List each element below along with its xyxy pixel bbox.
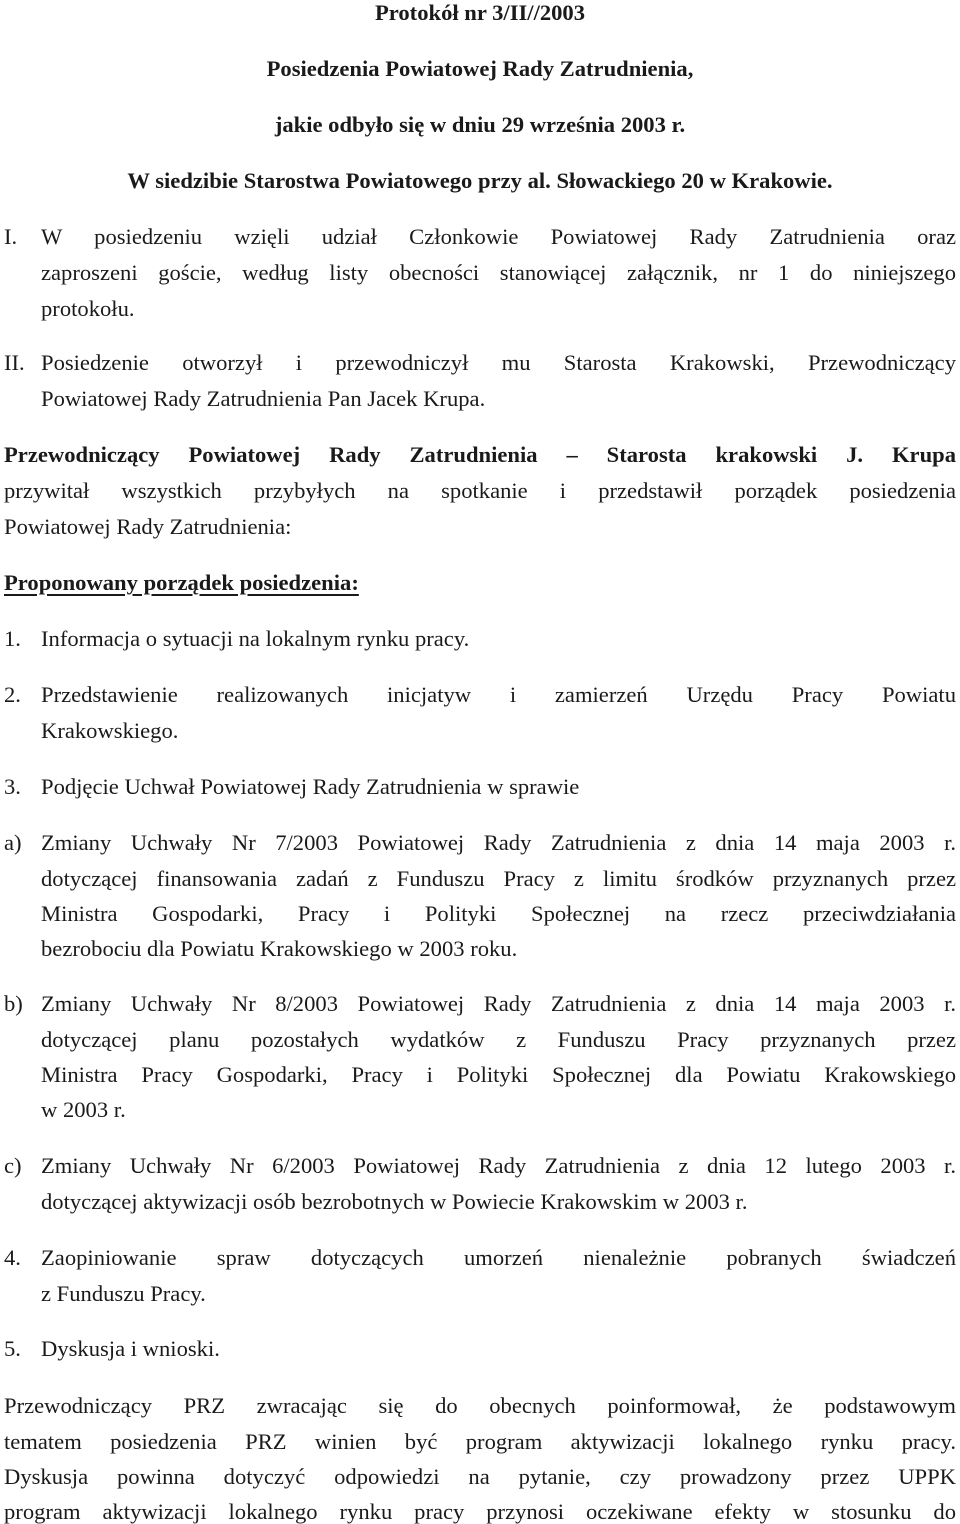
agenda-item-line: Zaopiniowanie spraw dotyczących umorzeń nienależnie pobranych świadczeń (41, 1245, 956, 1270)
agenda-item-number: 4. (4, 1245, 21, 1270)
section-1-line: protokołu. (41, 296, 135, 321)
agenda-subitem-line: w 2003 r. (41, 1097, 126, 1122)
agenda-subitem-line: Ministra Gospodarki, Pracy i Polityki Społecznej na rzecz przeciwdziałania (41, 901, 956, 926)
section-1-line: W posiedzeniu wzięli udział Członkowie Powiatowej Rady Zatrudnienia oraz (41, 224, 956, 249)
document-subtitle: Posiedzenia Powiatowej Rady Zatrudnienia, (266, 56, 694, 81)
agenda-item-line: Przedstawienie realizowanych inicjatyw i zamierzeń Urzędu Pracy Powiatu (41, 682, 956, 707)
agenda-subitem-line: dotyczącej finansowania zadań z Funduszu Pracy z limitu środków przyznanych przez (41, 866, 956, 891)
agenda-subitem-line: Zmiany Uchwały Nr 6/2003 Powiatowej Rady Zatrudnienia z dnia 12 lutego 2003 r. (41, 1153, 956, 1178)
agenda-heading: Proponowany porządek posiedzenia: (4, 570, 359, 595)
agenda-subitem-line: Zmiany Uchwały Nr 8/2003 Powiatowej Rady Zatrudnienia z dnia 14 maja 2003 r. (41, 991, 956, 1016)
section-2-line: Powiatowej Rady Zatrudnienia Pan Jacek Krupa. (41, 386, 486, 411)
agenda-item-number: 1. (4, 626, 21, 651)
section-2-number: II. (4, 350, 25, 375)
agenda-subitem-letter: a) (4, 830, 22, 855)
chair-paragraph-line: przywitał wszystkich przybyłych na spotkanie i przedstawił porządek posiedzenia (4, 478, 956, 503)
agenda-item-line: Krakowskiego. (41, 718, 179, 743)
agenda-item-line: Dyskusja i wnioski. (41, 1336, 220, 1361)
closing-paragraph-line: program aktywizacji lokalnego rynku pracy przynosi oczekiwane efekty w stosunku do (4, 1499, 956, 1524)
chair-paragraph-line: Powiatowej Rady Zatrudnienia: (4, 514, 292, 539)
meeting-location-line: W siedzibie Starostwa Powiatowego przy al. Słowackiego 20 w Krakowie. (127, 168, 833, 193)
agenda-subitem-line: Zmiany Uchwały Nr 7/2003 Powiatowej Rady Zatrudnienia z dnia 14 maja 2003 r. (41, 830, 956, 855)
agenda-item-number: 3. (4, 774, 21, 799)
agenda-subitem-letter: c) (4, 1153, 22, 1178)
agenda-subitem-line: dotyczącej aktywizacji osób bezrobotnych w Powiecie Krakowskim w 2003 r. (41, 1189, 748, 1214)
section-2-line: Posiedzenie otworzył i przewodniczył mu Starosta Krakowski, Przewodniczący (41, 350, 956, 375)
agenda-subitem-line: Ministra Pracy Gospodarki, Pracy i Polityki Społecznej dla Powiatu Krakowskiego (41, 1062, 956, 1087)
agenda-item-line: Informacja o sytuacji na lokalnym rynku pracy. (41, 626, 470, 651)
agenda-subitem-line: dotyczącej planu pozostałych wydatków z Funduszu Pracy przyznanych przez (41, 1027, 956, 1052)
agenda-item-number: 2. (4, 682, 21, 707)
chair-intro-heading: Przewodniczący Powiatowej Rady Zatrudnienia – Starosta krakowski J. Krupa (4, 442, 956, 467)
section-1-number: I. (4, 224, 18, 249)
closing-paragraph-line: tematem posiedzenia PRZ winien być program aktywizacji lokalnego rynku pracy. (4, 1429, 956, 1454)
agenda-item-line: Podjęcie Uchwał Powiatowej Rady Zatrudnienia w sprawie (41, 774, 580, 799)
section-1-line: zaproszeni goście, według listy obecności stanowiącej załącznik, nr 1 do niniejszego (41, 260, 956, 285)
meeting-date-line: jakie odbyło się w dniu 29 września 2003 r. (274, 112, 686, 137)
agenda-item-line: z Funduszu Pracy. (41, 1281, 206, 1306)
document-title: Protokół nr 3/II//2003 (374, 0, 586, 25)
closing-paragraph-line: Dyskusja powinna dotyczyć odpowiedzi na pytanie, czy prowadzony przez UPPK (4, 1464, 956, 1489)
agenda-subitem-line: bezrobociu dla Powiatu Krakowskiego w 2003 roku. (41, 936, 518, 961)
agenda-subitem-letter: b) (4, 991, 23, 1016)
agenda-item-number: 5. (4, 1336, 21, 1361)
closing-paragraph-line: Przewodniczący PRZ zwracając się do obecnych poinformował, że podstawowym (4, 1393, 956, 1418)
